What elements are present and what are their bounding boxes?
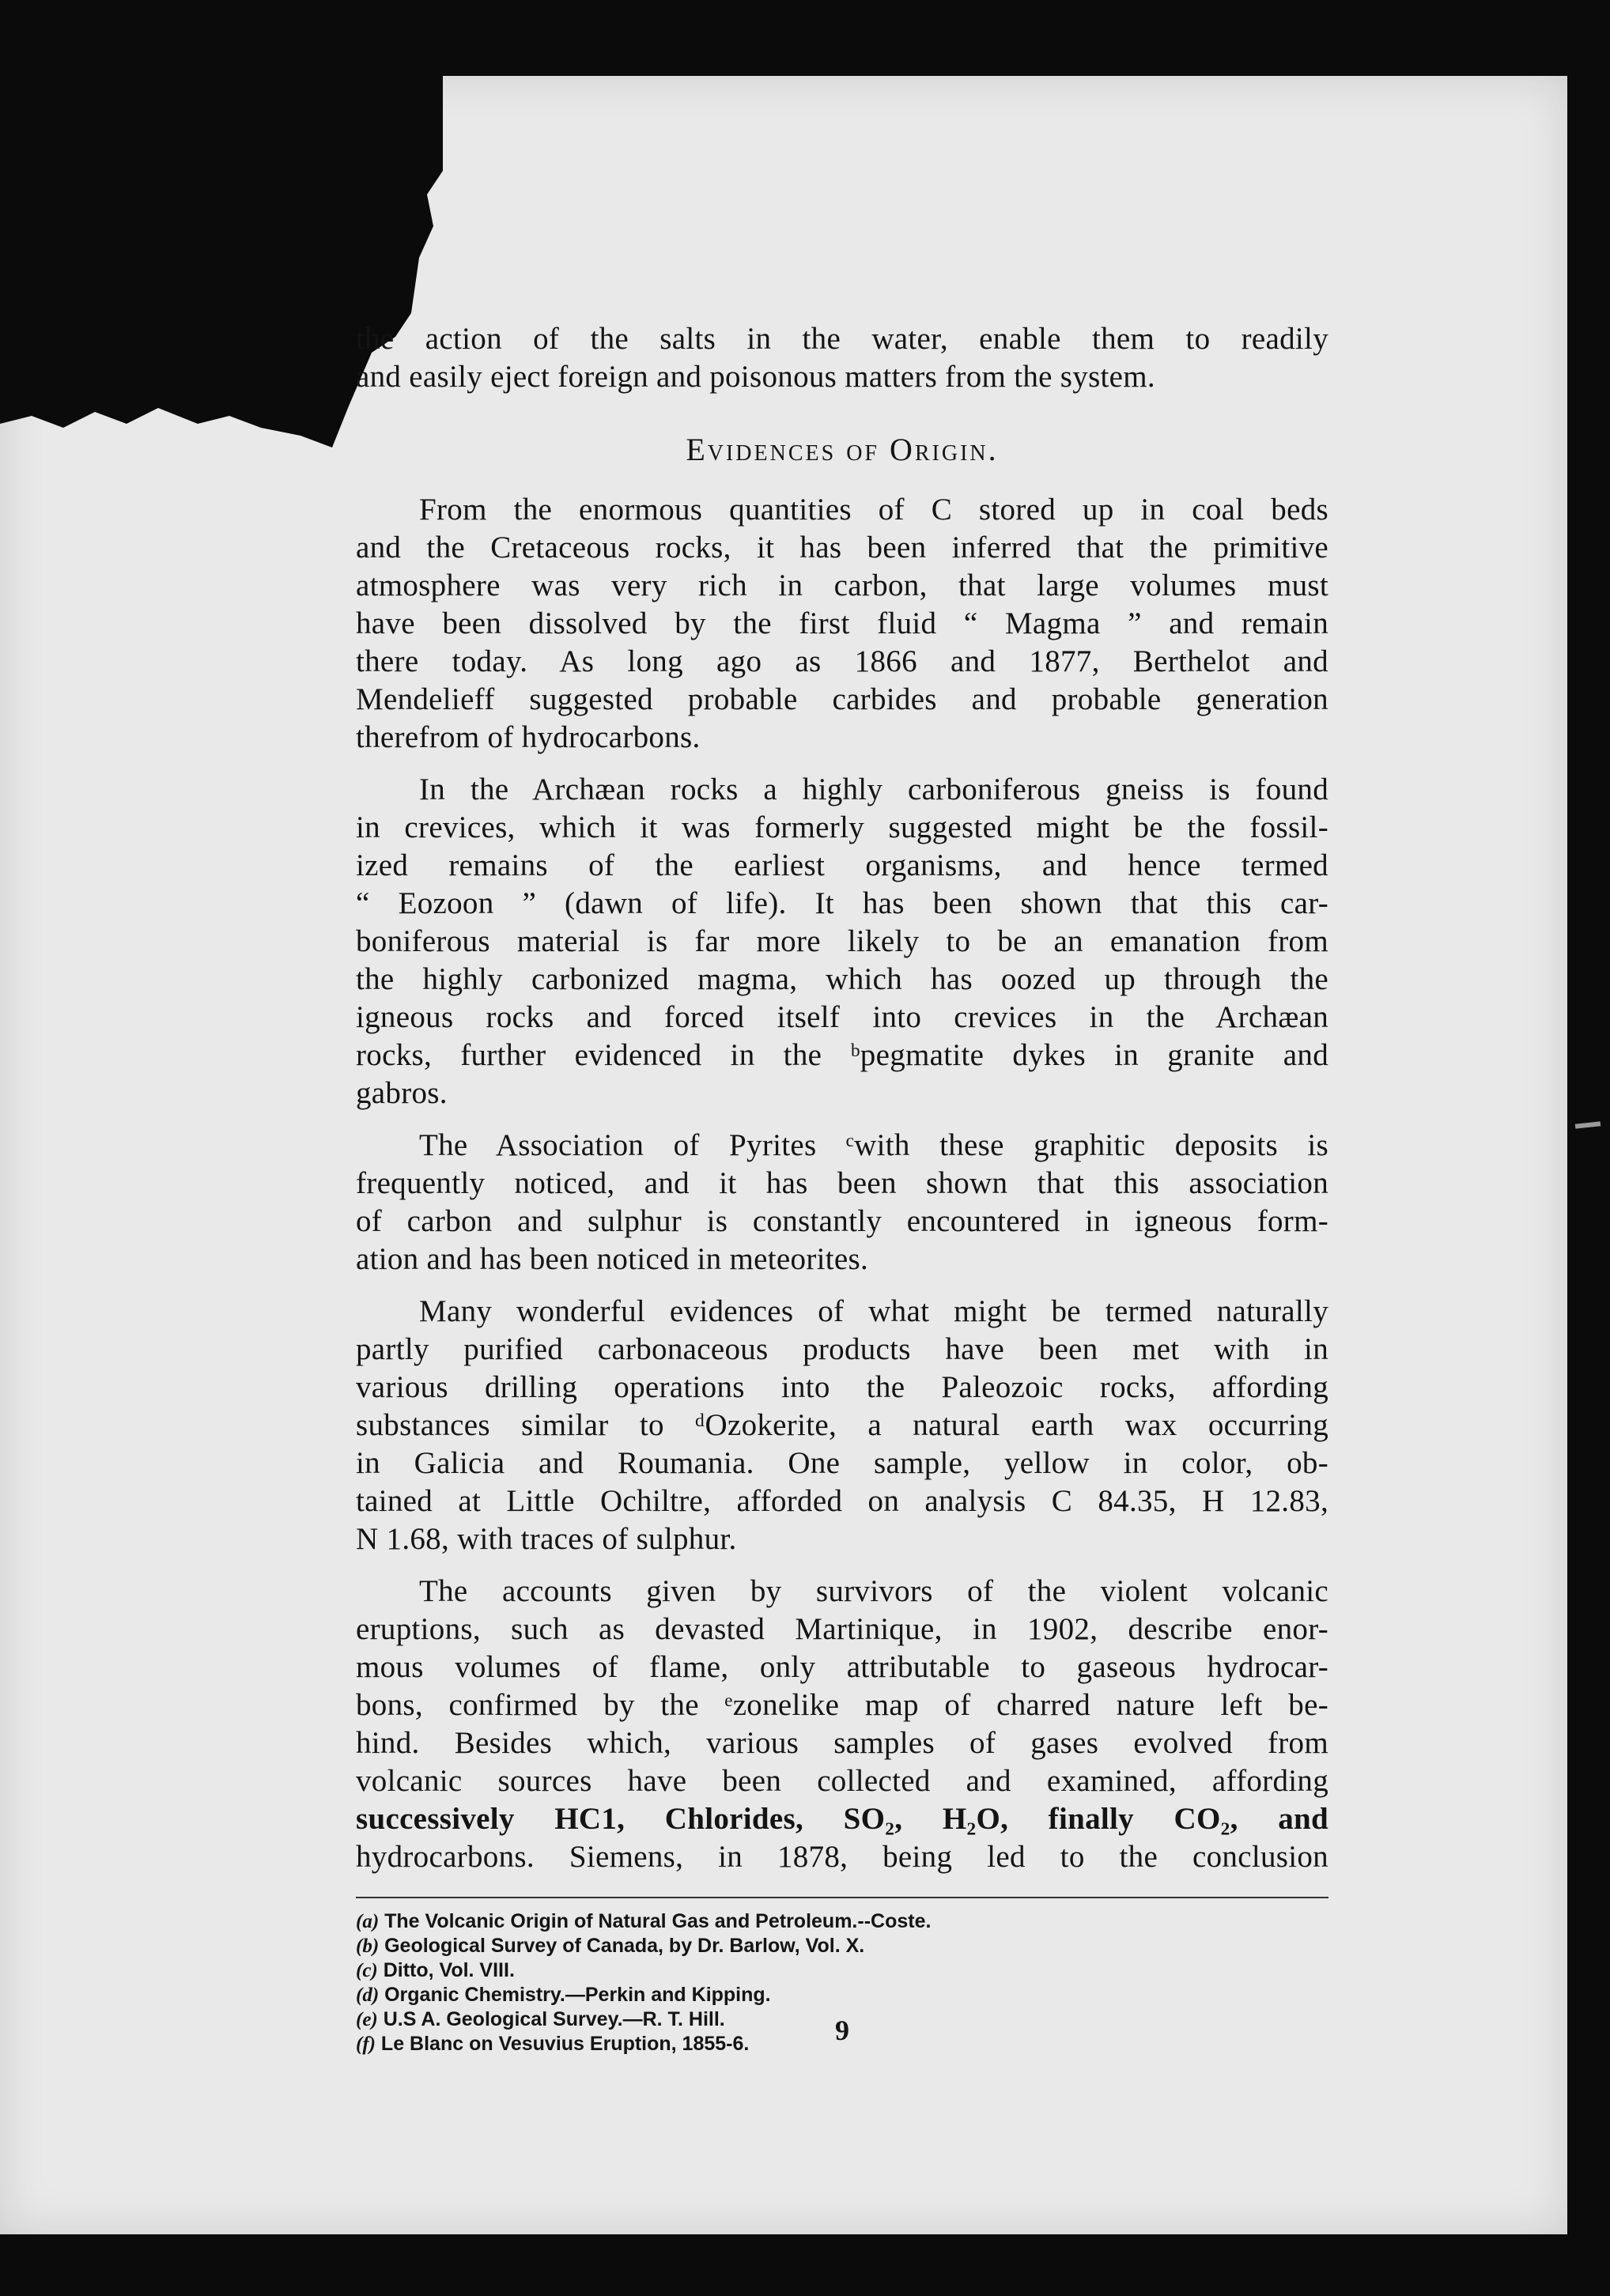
text-line: in crevices, which it was formerly suggested might be the fossil- [356,810,1328,844]
paragraph [356,1293,1328,1558]
text-line: therefrom of hydrocarbons. [356,720,701,754]
page-number: 9 [835,2015,849,2046]
text-line: bons, confirmed by the ᵉzonelike map of charred nature left be- [356,1688,1328,1722]
text-line: The Association of Pyrites ᶜwith these graphitic deposits is [419,1128,1328,1162]
text-line: and easily eject foreign and poisonous matters from the system. [356,360,1155,394]
footnote-text: Organic Chemistry.—Perkin and Kipping. [379,1984,771,2006]
text-line: tained at Little Ochiltre, afforded on analysis C 84.35, H 12.83, [356,1484,1328,1518]
text-line: ation and has been noticed in meteorites. [356,1242,869,1276]
footnote-mark: (b) [356,1935,380,1957]
footnote-text: U.S A. Geological Survey.—R. T. Hill. [377,2008,725,2030]
footnote-mark: (a) [356,1911,380,1932]
footnote [356,1934,1328,1958]
text-column [356,320,1328,2083]
text-line: hind. Besides which, various samples of gases evolved from [356,1726,1328,1760]
text-line: igneous rocks and forced itself into crevices in the Archæan [356,1000,1328,1034]
text-line: Mendelieff suggested probable carbides and probable generation [356,682,1328,716]
text-line: hydrocarbons. Siemens, in 1878, being led to the conclusion [356,1840,1328,1874]
paragraph-gap [356,757,1328,771]
footnote [356,1909,1328,1934]
footnote-text: Le Blanc on Vesuvius Eruption, 1855-6. [375,2033,750,2055]
text-line: atmosphere was very rich in carbon, that large volumes must [356,568,1328,602]
paragraph [356,771,1328,1112]
footnote-text: Ditto, Vol. VIII. [377,1959,515,1981]
footnote-mark: (c) [356,1960,378,1981]
paragraph-gap [356,1278,1328,1293]
text-line: mous volumes of flame, only attributable to gaseous hydrocar- [356,1650,1328,1684]
text-line: of carbon and sulphur is constantly encountered in igneous form- [356,1204,1328,1238]
text-line: The accounts given by survivors of the violent volcanic [419,1574,1328,1608]
text-line: “ Eozoon ” (dawn of life). It has been shown that this car- [356,886,1328,920]
text-line: rocks, further evidenced in the ᵇpegmatite dykes in granite and [356,1038,1328,1072]
footnote-mark: (d) [356,1984,380,2006]
footnote-mark: (f) [356,2034,376,2055]
text-line: substances similar to ᵈOzokerite, a natural earth wax occurring [356,1408,1328,1442]
text-line: boniferous material is far more likely to be an emanation from [356,924,1328,958]
text-line: the action of the salts in the water, enable them to readily [356,322,1328,356]
footnote [356,1958,1328,1983]
paragraph-continuation [356,320,1328,396]
paragraph [356,1573,1328,1876]
text-line: in Galicia and Roumania. One sample, yellow in color, ob- [356,1446,1328,1480]
text-line: N 1.68, with traces of sulphur. [356,1522,737,1556]
text-line: In the Archæan rocks a highly carboniferous gneiss is found [419,772,1328,806]
text-line: ized remains of the earliest organisms, and hence termed [356,848,1328,882]
paragraph-gap [356,1558,1328,1573]
text-line: various drilling operations into the Paleozoic rocks, affording [356,1370,1328,1404]
body-text [356,491,1328,1876]
footnote-text: Geological Survey of Canada, by Dr. Barlow, Vol. X. [379,1935,865,1957]
edge-mark [1575,1121,1601,1128]
text-line: eruptions, such as devasted Martinique, in 1902, describe enor- [356,1612,1328,1646]
paragraph [356,491,1328,757]
text-line: Many wonderful evidences of what might be termed naturally [419,1294,1328,1328]
text-line: partly purified carbonaceous products have been met with in [356,1332,1328,1366]
text-line: frequently noticed, and it has been shown that this association [356,1166,1328,1200]
text-line: and the Cretaceous rocks, it has been inferred that the primitive [356,531,1328,565]
section-heading: Evidences of Origin. [686,432,999,467]
paragraph [356,1127,1328,1278]
footnote-rule [356,1897,1328,1898]
text-line: From the enormous quantities of C stored up in coal beds [419,493,1328,527]
footnote [356,1983,1328,2007]
text-line: the highly carbonized magma, which has oozed up through the [356,962,1328,996]
footnote-text: The Volcanic Origin of Natural Gas and Petroleum.--Coste. [379,1910,932,1932]
text-line: successively HC1, Chlorides, SO₂, H₂O, finally CO₂, and [356,1802,1328,1836]
text-line: gabros. [356,1076,448,1110]
paragraph-gap [356,1112,1328,1127]
text-line: volcanic sources have been collected and examined, affording [356,1764,1328,1798]
footnote-mark: (e) [356,2009,378,2030]
text-line: have been dissolved by the first fluid “ Magma ” and remain [356,606,1328,640]
text-line: there today. As long ago as 1866 and 1877, Berthelot and [356,644,1328,678]
